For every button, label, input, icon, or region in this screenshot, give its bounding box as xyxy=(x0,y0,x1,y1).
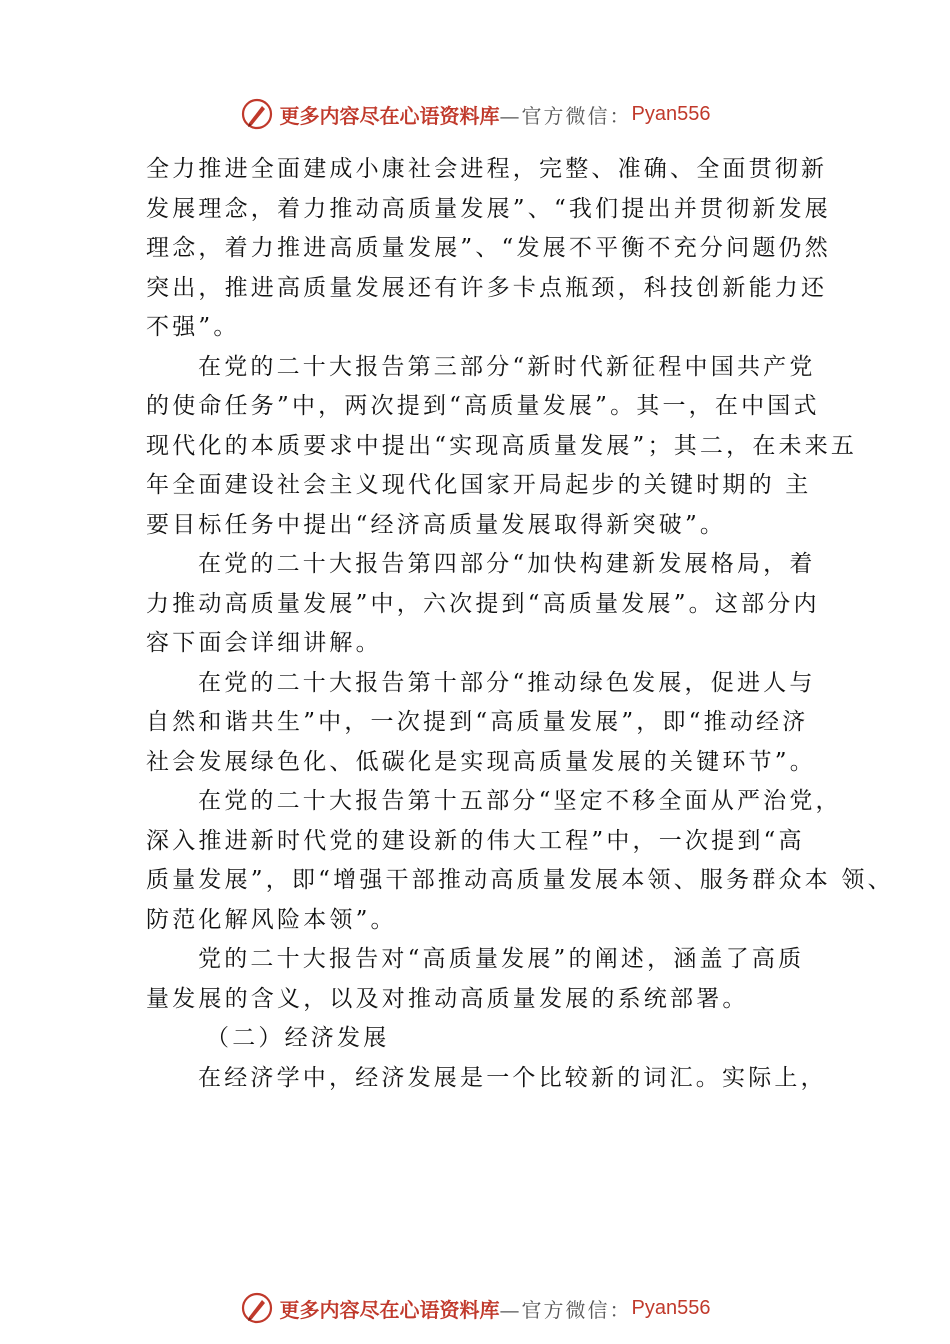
footer-banner xyxy=(0,1288,950,1328)
text-line: 发展理念，着力推动高质量发展”、“我们提出并贯彻新发展 xyxy=(146,195,831,222)
text-line: 深入推进新时代党的建设新的伟大工程”中，一次提到“高 xyxy=(146,827,805,854)
banner-text-wechat: —官方微信： xyxy=(499,1297,632,1322)
text-line: 自然和谐共生”中，一次提到“高质量发展”，即“推动经济 xyxy=(146,709,809,735)
text-line: 突出，推进高质量发展还有许多卡点瓶颈，科技创新能力还 xyxy=(146,274,828,301)
banner-text-id: Pyan556 xyxy=(631,102,711,125)
banner-text-library: 更多内容尽在心语资料库 xyxy=(279,103,500,128)
header-banner xyxy=(0,94,950,134)
document-body xyxy=(146,150,894,1098)
text-line: 在党的二十大报告第十部分“推动绿色发展，促进人与 xyxy=(198,669,816,696)
text-line: 社会发展绿色化、低碳化是实现高质量发展的关键环节”。 xyxy=(146,748,816,775)
banner-text-library: 更多内容尽在心语资料库 xyxy=(279,1297,500,1322)
text-line: 党的二十大报告对“高质量发展”的阐述，涵盖了高质 xyxy=(198,946,805,972)
text-line: 容下面会详细讲解。 xyxy=(146,630,382,656)
text-line: 在党的二十大报告第三部分“新时代新征程中国共产党 xyxy=(198,353,816,380)
text-line: 全力推进全面建成小康社会进程，完整、准确、全面贯彻新 xyxy=(146,156,828,182)
text-line: 要目标任务中提出“经济高质量发展取得新突破”。 xyxy=(146,511,727,538)
text-line: 在党的二十大报告第四部分“加快构建新发展格局，着 xyxy=(198,551,816,577)
text-line: 不强”。 xyxy=(146,314,240,340)
text-line: 年全面建设社会主义现代化国家开局起步的关键时期的 主 xyxy=(146,472,812,498)
text-line: 质量发展”，即“增强干部推动高质量发展本领、服务群众本 领、 xyxy=(146,867,894,893)
pen-logo-icon xyxy=(240,97,274,131)
banner-text-wechat: —官方微信： xyxy=(499,103,632,128)
text-line: 的使命任务”中，两次提到“高质量发展”。其一，在中国式 xyxy=(146,393,820,419)
text-line: 力推动高质量发展”中，六次提到“高质量发展”。这部分内 xyxy=(146,590,820,617)
text-line: 理念，着力推进高质量发展”、“发展不平衡不充分问题仍然 xyxy=(146,235,831,261)
section-heading: （二）经济发展 xyxy=(206,1025,390,1051)
text-line: 防范化解风险本领”。 xyxy=(146,906,397,933)
text-line: 现代化的本质要求中提出“实现高质量发展”；其二，在未来五 xyxy=(146,432,858,459)
text-line: 在党的二十大报告第十五部分“坚定不移全面从严治党， xyxy=(198,788,842,814)
text-line: 在经济学中，经济发展是一个比较新的词汇。实际上， xyxy=(198,1064,827,1091)
text-line: 量发展的含义，以及对推动高质量发展的系统部署。 xyxy=(146,985,749,1012)
pen-logo-icon xyxy=(240,1291,274,1325)
banner-text-id: Pyan556 xyxy=(631,1296,711,1319)
